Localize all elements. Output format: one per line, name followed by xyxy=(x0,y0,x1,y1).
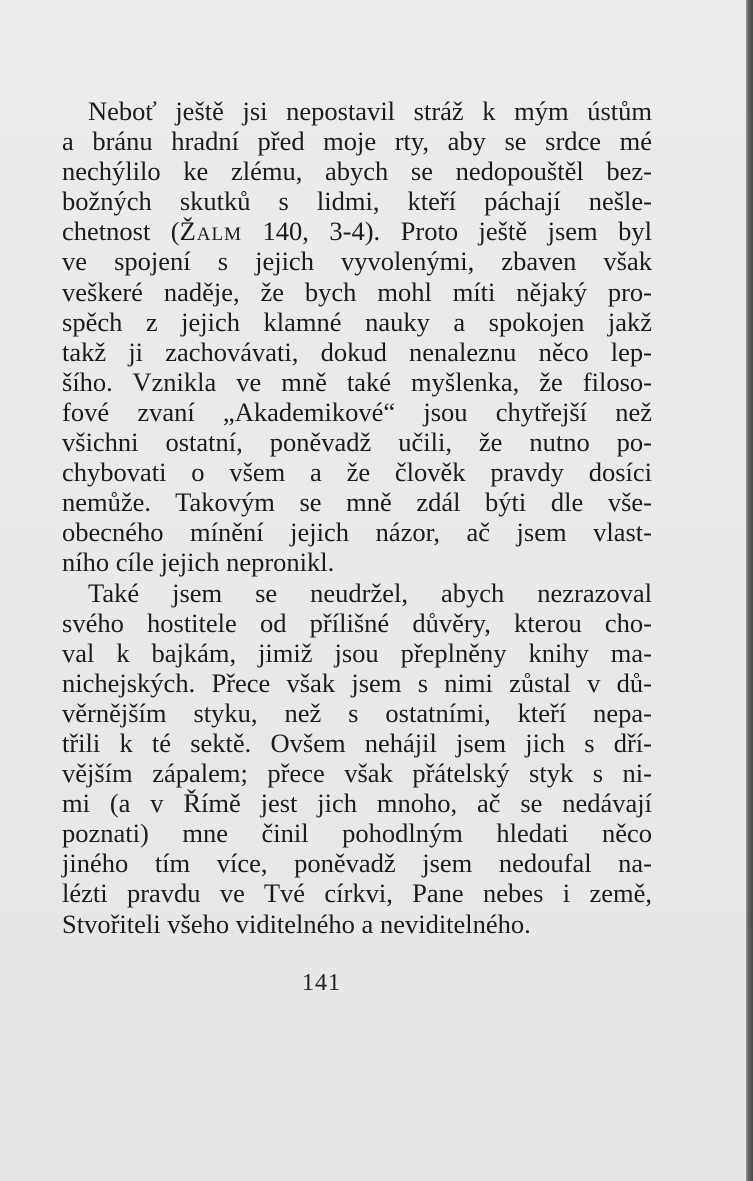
text-line: věrnějším styku, než s ostatními, kteří nepa- xyxy=(62,697,652,728)
text-line: veškeré naděje, že bych mohl míti nějaký pro- xyxy=(62,276,652,307)
text-line: takž ji zachovávati, dokud nenaleznu něco lep- xyxy=(62,336,652,367)
text-line: chybovati o všem a že člověk pravdy dosíci xyxy=(62,457,652,488)
text-line: lézti pravdu ve Tvé církvi, Pane nebes i země, xyxy=(62,878,652,909)
text-line: Také jsem se neudržel, abych nezrazoval xyxy=(88,577,652,608)
citation-psalm: Žalm xyxy=(179,216,243,247)
text-line: val k bajkám, jimiž jsou přeplněny knihy ma- xyxy=(62,637,652,668)
citation-before: chetnost ( xyxy=(62,216,180,247)
page-edge-shadow xyxy=(746,0,753,1181)
text-line: jiného tím více, poněvadž jsem nedoufal na- xyxy=(62,848,652,879)
text-line: třili k té sektě. Ovšem nehájil jsem jich s dří- xyxy=(62,727,652,758)
text-line: mi (a v Římě jest jich mnoho, ač se nedávají xyxy=(62,788,652,819)
text-line: fové zvaní „Akademikové“ jsou chytřejší než xyxy=(62,396,652,427)
text-line: nemůže. Takovým se mně zdál býti dle vše- xyxy=(62,487,652,518)
page-number: 141 xyxy=(302,970,341,996)
text-line: svého hostitele od přílišné důvěry, kterou cho- xyxy=(62,607,652,638)
paragraph-1 xyxy=(62,96,652,578)
text-line: vějším zápalem; přece však přátelský styk s ni- xyxy=(62,758,652,789)
text-line: nechýlilo ke zlému, abych se nedopouštěl bez- xyxy=(62,156,652,187)
text-line: spěch z jejich klamné nauky a spokojen jakž xyxy=(62,306,652,337)
text-line: všichni ostatní, poněvadž učili, že nutno po- xyxy=(62,427,652,458)
text-line-citation xyxy=(62,216,652,246)
text-line: šího. Vznikla ve mně také myšlenka, že filoso- xyxy=(62,366,652,397)
citation-after: 140, 3-4). Proto ještě jsem byl xyxy=(242,216,652,247)
paragraph-2 xyxy=(62,578,652,939)
text-line: ního cíle jejich nepronikl. xyxy=(62,547,335,578)
text-line: a bránu hradní před moje rty, aby se srdce mé xyxy=(62,126,652,157)
text-line: obecného mínění jejich názor, ač jsem vlast- xyxy=(62,517,652,548)
body-text xyxy=(62,96,652,939)
text-line: nichejských. Přece však jsem s nimi zůstal v dů- xyxy=(62,667,652,698)
text-line: božných skutků s lidmi, kteří páchají nešle- xyxy=(62,186,652,217)
text-line: ve spojení s jejich vyvolenými, zbaven však xyxy=(62,246,652,277)
text-line: Stvořiteli všeho viditelného a neviditelného. xyxy=(62,908,531,939)
text-line: poznati) mne činil pohodlným hledati něco xyxy=(62,818,652,849)
text-line: Neboť ještě jsi nepostavil stráž k mým ústům xyxy=(88,96,652,126)
